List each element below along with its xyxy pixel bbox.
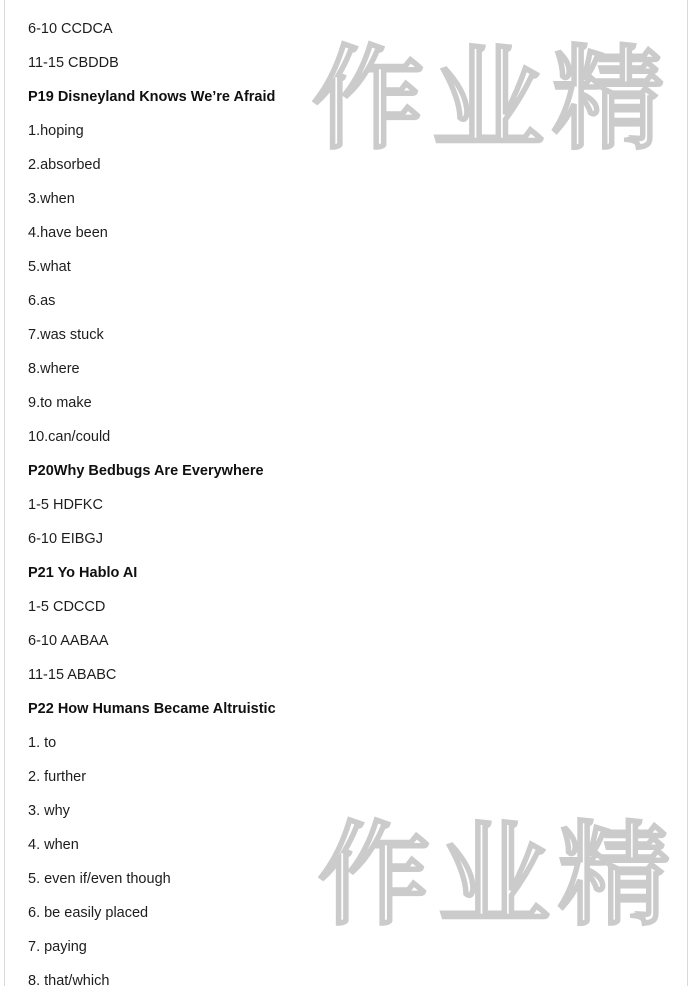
answer-line: 1-5 CDCCD	[28, 599, 106, 615]
answer-line: 4.have been	[28, 225, 108, 241]
answer-line: 6-10 EIBGJ	[28, 531, 103, 547]
answer-line: 5. even if/even though	[28, 871, 171, 887]
answer-line: 1.hoping	[28, 123, 84, 139]
section-heading: P20Why Bedbugs Are Everywhere	[28, 463, 264, 479]
answer-line: 6. be easily placed	[28, 905, 149, 921]
answer-line: 2. further	[28, 769, 87, 785]
answer-line: 6.as	[28, 293, 56, 309]
answer-line: 1. to	[28, 735, 57, 751]
answer-line: 1-5 HDFKC	[28, 497, 103, 513]
answer-line: 4. when	[28, 837, 79, 853]
answer-line: 3.when	[28, 191, 75, 207]
section-heading: P21 Yo Hablo AI	[28, 565, 138, 581]
answer-line: 6-10 CCDCA	[28, 21, 113, 37]
answer-line: 3. why	[28, 803, 70, 819]
answer-line: 11-15 CBDDB	[28, 55, 119, 71]
answer-line: 10.can/could	[28, 429, 111, 445]
answer-line: 8.where	[28, 361, 80, 377]
answer-line: 7.was stuck	[28, 327, 104, 343]
answer-line: 5.what	[28, 259, 71, 275]
answer-line: 9.to make	[28, 395, 92, 411]
answer-line: 2.absorbed	[28, 157, 101, 173]
answer-line: 11-15 ABABC	[28, 667, 117, 683]
section-heading: P19 Disneyland Knows We’re Afraid	[28, 89, 276, 105]
answer-line: 8. that/which	[28, 973, 110, 989]
top-spacer	[0, 0, 690, 12]
answer-line: 7. paying	[28, 939, 87, 955]
section-heading: P22 How Humans Became Altruistic	[28, 701, 276, 717]
watermark-text: 作业精	[312, 35, 672, 165]
watermark-text: 作业精	[318, 811, 678, 941]
answer-line: 6-10 AABAA	[28, 633, 109, 649]
